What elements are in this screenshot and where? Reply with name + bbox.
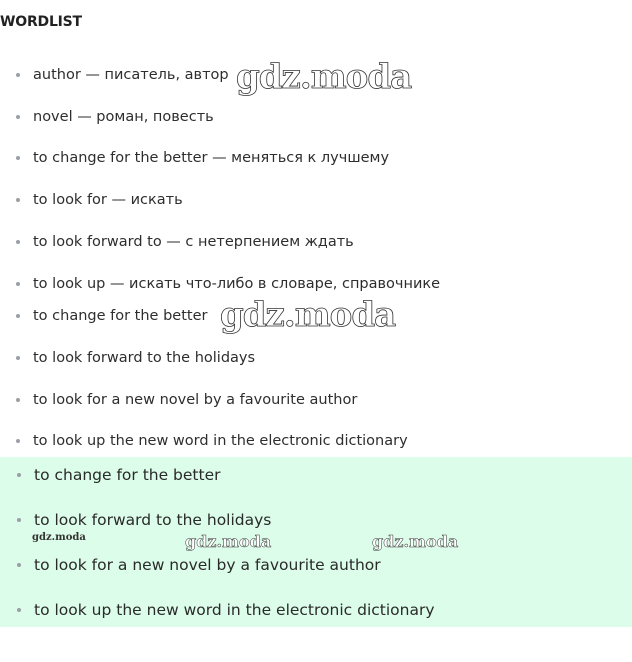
answer-text: to look up the new word in the electronic dictionary [34,601,435,619]
answer-text: to look forward to the holidays [34,511,272,529]
bullet-icon [17,473,21,477]
answer-text: to change for the better [34,466,221,484]
watermark: gdz.moda [372,532,459,551]
bullet-icon [17,608,21,612]
list-item-text: author — писатель, автор [33,67,229,83]
phrase-text: to change for the better [33,308,208,324]
bullet-icon [16,73,20,77]
watermark: gdz.moda [220,295,396,335]
bullet-icon [16,240,20,244]
list-item-text: to look forward to — с нетерпением ждать [33,234,354,250]
bullet-icon [16,398,20,402]
phrase-text: to look for a new novel by a favourite author [33,392,358,408]
bullet-icon [16,156,20,160]
list-item-text: novel — роман, повесть [33,109,214,125]
phrase-text: to look up the new word in the electronic dictionary [33,433,408,449]
wordlist-heading: WORDLIST [0,14,82,30]
bullet-icon [16,115,20,119]
bullet-icon [16,356,20,360]
bullet-icon [17,563,21,567]
bullet-icon [16,314,20,318]
watermark: gdz.moda [185,532,272,551]
list-item-text: to change for the better — меняться к лучшему [33,150,390,166]
bullet-icon [16,198,20,202]
bullet-icon [17,518,21,522]
answer-box [0,457,632,627]
list-item-text: to look for — искать [33,192,183,208]
phrase-text: to look forward to the holidays [33,350,256,366]
watermark: gdz.moda [236,57,412,97]
watermark: gdz.moda [32,532,86,543]
answer-text: to look for a new novel by a favourite author [34,556,381,574]
bullet-icon [16,439,20,443]
list-item-text: to look up — искать что-либо в словаре, справочнике [33,276,441,292]
bullet-icon [16,282,20,286]
